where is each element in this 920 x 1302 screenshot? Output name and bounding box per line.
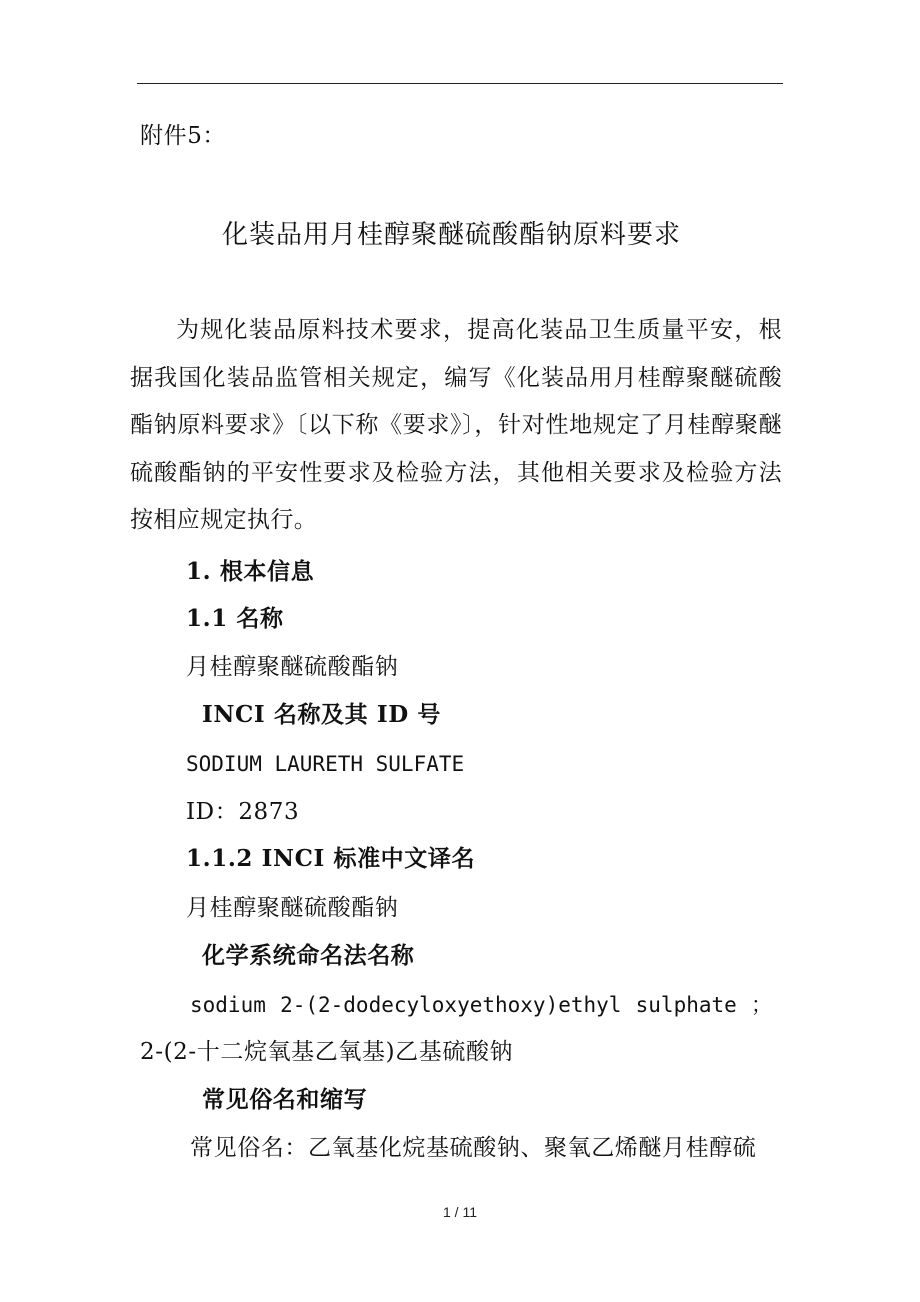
inci-id: ID：2873: [186, 799, 300, 825]
inci-heading: INCI 名称及其 ID 号: [202, 701, 441, 728]
inci-name: SODIUM LAURETH SULFATE: [186, 752, 465, 776]
chemical-name-english: [190, 989, 772, 1021]
common-names-heading: 常见俗名和缩写: [202, 1086, 368, 1113]
intro-paragraph: 为规化装品原料技术要求，提高化装品卫生质量平安，根据我国化装品监管相关规定，编写《化装品用月桂醇聚醚硫酸酯钠原料要求》〔以下称《要求》〕，针对性地规定了月桂醇聚醚硫酸酯钠的平安性要求及检验方法，其他相关要求及检验方法按相应规定执行。: [130, 317, 782, 533]
chemical-name-chinese: 2-(2-十二烷氧基乙氧基)乙基硫酸钠: [140, 1039, 514, 1065]
chem-name-part-1: sodium: [190, 993, 266, 1017]
document-title: 化装品用月桂醇聚醚硫酸酯钠原料要求: [222, 220, 682, 250]
section-1-1-value: 月桂醇聚醚硫酸酯钠: [186, 654, 399, 680]
section-1-1-heading: 1.1 名称: [186, 605, 284, 632]
chem-name-part-4: ；: [751, 993, 772, 1017]
attachment-label: 附件5：: [140, 123, 227, 149]
common-names-value: 常见俗名：乙氧基化烷基硫酸钠、聚氧乙烯醚月桂醇硫: [190, 1135, 757, 1161]
page-number: 1 / 11: [443, 1204, 477, 1220]
chem-name-part-3: sulphate: [635, 993, 737, 1017]
section-1-heading: 1. 根本信息: [186, 558, 315, 585]
section-1-1-2-heading: 1.1.2 INCI 标准中文译名: [186, 845, 476, 872]
header-rule: [137, 83, 783, 84]
section-1-1-2-value: 月桂醇聚醚硫酸酯钠: [186, 895, 399, 921]
chemical-name-heading: 化学系统命名法名称: [202, 942, 415, 969]
chem-name-part-2: 2-(2-dodecyloxyethoxy)ethyl: [280, 993, 622, 1017]
